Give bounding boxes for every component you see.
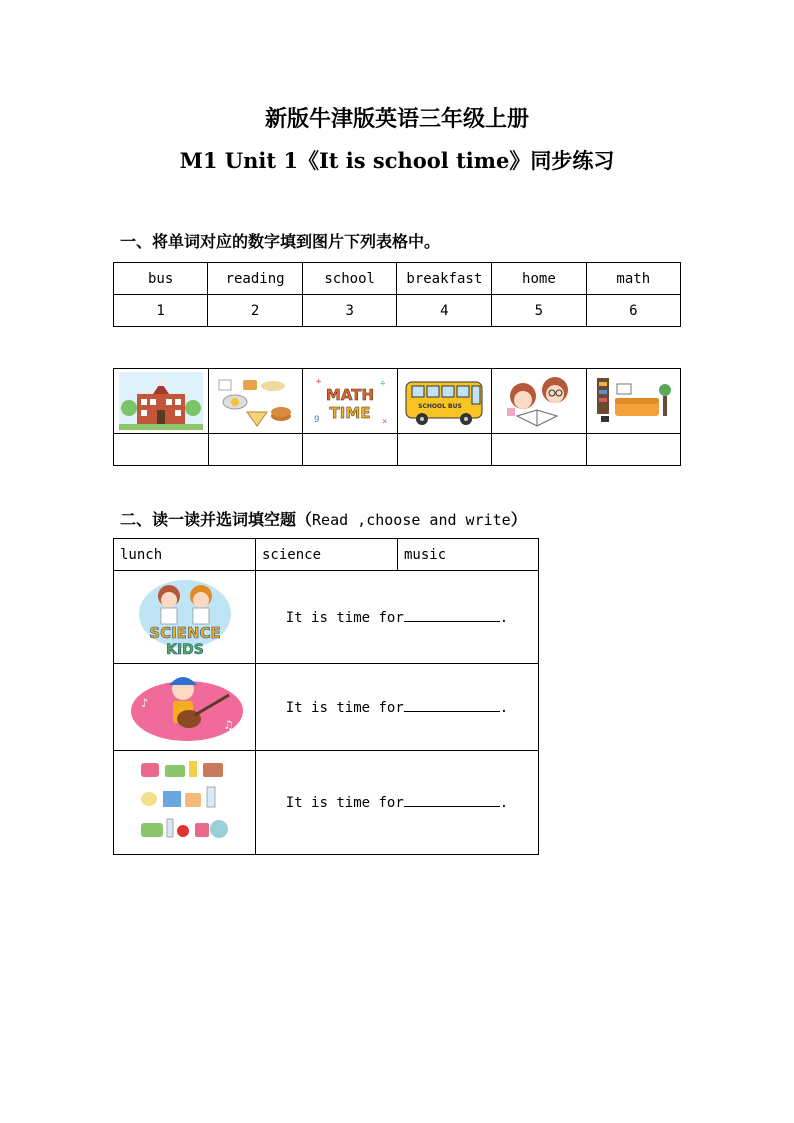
- sentence-cell: [256, 664, 539, 751]
- picture-cell: [114, 664, 256, 751]
- word-cell: home: [492, 263, 586, 295]
- question-row: [114, 571, 539, 664]
- sentence-text: It is time for: [285, 699, 404, 716]
- school-bus-label: SCHOOL BUS: [418, 403, 463, 410]
- kids-label: KIDS: [165, 642, 204, 658]
- answer-cell[interactable]: [114, 434, 209, 466]
- answer-cell[interactable]: [397, 434, 492, 466]
- picture-cell: [303, 369, 398, 434]
- word-cell: reading: [208, 263, 303, 295]
- choose-write-table: [113, 538, 539, 855]
- math-time-image: [308, 372, 392, 430]
- question-row: [114, 664, 539, 751]
- kids-reading-image: [497, 372, 581, 430]
- option-row: [114, 539, 539, 571]
- page-subtitle: M1 Unit 1《It is school time》同步练习: [179, 148, 615, 173]
- math-label: MATH: [325, 386, 374, 404]
- svg-text:÷: ÷: [379, 379, 386, 389]
- picture-cell: [586, 369, 681, 434]
- word-cell: math: [586, 263, 680, 295]
- number-cell: 2: [208, 295, 303, 327]
- svg-text:9: 9: [313, 415, 320, 425]
- sentence-end: .: [499, 699, 509, 716]
- picture-cell: [114, 369, 209, 434]
- school-bus-image: [402, 372, 486, 430]
- answer-row: [114, 434, 681, 466]
- time-label: TIME: [329, 404, 371, 422]
- page-title: 新版牛津版英语三年级上册: [264, 106, 529, 132]
- picture-cell: [397, 369, 492, 434]
- number-row: [114, 295, 681, 327]
- picture-row: [114, 369, 681, 434]
- section2-heading: [120, 507, 527, 530]
- word-cell: bus: [114, 263, 208, 295]
- picture-cell: [208, 369, 303, 434]
- sentence-cell: [256, 571, 539, 664]
- picture-cell: [492, 369, 587, 434]
- number-cell: 5: [492, 295, 586, 327]
- word-cell: breakfast: [397, 263, 492, 295]
- svg-text:♫: ♫: [224, 718, 232, 732]
- question-row: [114, 751, 539, 855]
- picture-cell: [114, 571, 256, 664]
- number-cell: 6: [586, 295, 680, 327]
- answer-cell[interactable]: [492, 434, 587, 466]
- sentence-end: .: [499, 609, 509, 626]
- word-row: [114, 263, 681, 295]
- svg-text:+: +: [315, 377, 322, 387]
- number-cell: 3: [302, 295, 397, 327]
- answer-cell[interactable]: [208, 434, 303, 466]
- svg-text:×: ×: [381, 417, 388, 427]
- word-cell: school: [302, 263, 397, 295]
- answer-blank[interactable]: [404, 794, 500, 807]
- sentence-cell: [256, 751, 539, 855]
- music-boy-guitar-image: [125, 667, 245, 747]
- picture-cell: [114, 751, 256, 855]
- science-kids-image: [135, 574, 235, 660]
- number-cell: 4: [397, 295, 492, 327]
- option-cell: lunch: [114, 539, 256, 571]
- sentence-text: It is time for: [285, 609, 404, 626]
- number-cell: 1: [114, 295, 208, 327]
- living-room-home-image: [591, 372, 675, 430]
- answer-blank[interactable]: [404, 699, 500, 712]
- svg-text:♪: ♪: [140, 696, 148, 710]
- sentence-text: It is time for: [285, 795, 404, 811]
- section1-heading: 一、将单词对应的数字填到图片下列表格中。: [120, 232, 441, 251]
- science-label: SCIENCE: [148, 624, 221, 642]
- word-number-table: [113, 262, 681, 327]
- section2-heading-cn: 二、读一读并选词填空题（: [120, 510, 313, 529]
- option-cell: music: [398, 539, 539, 571]
- school-building-image: [119, 372, 203, 430]
- breakfast-food-image: [213, 372, 297, 430]
- section2-heading-en: Read ,choose and write: [312, 511, 511, 529]
- section2-heading-close: ）: [510, 510, 527, 529]
- answer-blank[interactable]: [404, 609, 500, 622]
- option-cell: science: [256, 539, 398, 571]
- picture-answer-table: [113, 368, 681, 466]
- lunch-boxes-image: [135, 757, 235, 849]
- answer-cell[interactable]: [303, 434, 398, 466]
- sentence-end: .: [499, 795, 509, 811]
- answer-cell[interactable]: [586, 434, 681, 466]
